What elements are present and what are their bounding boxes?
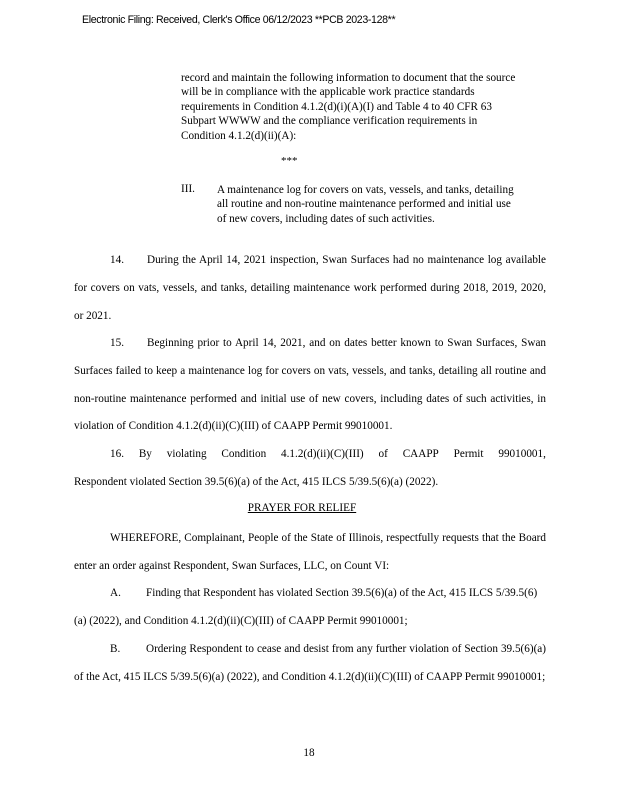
paragraph-16	[74, 441, 546, 497]
page-number: 18	[303, 747, 315, 759]
paragraph-16-word: By	[138, 448, 152, 460]
ellipsis-stars: ***	[281, 155, 298, 167]
paragraph-15	[74, 330, 546, 441]
relief-item-b	[74, 636, 546, 692]
relief-item-a-text: Finding that Respondent has violated Section 39.5(6)(a) of the Act, 415 ILCS 5/39.5(6)(a) (2022), and Condition 4.1.2(d)(ii)(C)(III) of CAAPP Permit 99010001;	[74, 587, 538, 627]
item-iii-text: A maintenance log for covers on vats, vessels, and tanks, detailing all routine and non-routine maintenance performed and initial use of new covers, including dates of such activities.	[217, 184, 514, 225]
wherefore-paragraph	[74, 525, 546, 581]
paragraph-14-number: 14.	[110, 254, 124, 266]
relief-item-a-letter: A.	[110, 587, 121, 599]
block-quote: record and maintain the following information to document that the source will be in compliance with the applicable work practice standards requirements in Condition 4.1.2(d)(i)(A)(I) and Table 4 to 40 CFR 63 Subpart WWWW and the compliance verification requirements in Condition 4.1.2(d)(ii)(A):	[181, 72, 516, 142]
prayer-for-relief-heading: PRAYER FOR RELIEF	[247, 502, 357, 514]
relief-item-b-text: Ordering Respondent to cease and desist from any further violation of Section 39.5(6)(a) of the Act, 415 ILCS 5/39.5(6)(a) (2022), and Condition 4.1.2(d)(ii)(C)(III) of CAAPP Permit 99010001;	[74, 643, 546, 683]
paragraph-16-word: Condition	[221, 448, 267, 460]
paragraph-16-word: 4.1.2(d)(ii)(C)(III)	[281, 448, 364, 460]
paragraph-14	[74, 247, 546, 330]
paragraph-16-first-line	[74, 441, 546, 469]
paragraph-15-text: Beginning prior to April 14, 2021, and on dates better known to Swan Surfaces, Swan Surfaces failed to keep a maintenance log for covers on vats, vessels, and tanks, detailing all routine and non-routine maintenance performed and initial use of new covers, including dates of such activities, in violation of Condition 4.1.2(d)(ii)(C)(III) of CAAPP Permit 99010001.	[74, 337, 546, 433]
relief-item-b-letter: B.	[110, 643, 121, 655]
relief-item-a	[74, 580, 546, 636]
wherefore-text: WHEREFORE, Complainant, People of the State of Illinois, respectfully requests that the Board enter an order against Respondent, Swan Surfaces, LLC, on Count VI:	[74, 532, 546, 572]
paragraph-16-word: violating	[166, 448, 207, 460]
paragraph-16-word: CAAPP	[402, 448, 439, 460]
paragraph-16-word: Permit	[453, 448, 484, 460]
paragraph-14-text: During the April 14, 2021 inspection, Swan Surfaces had no maintenance log available for covers on vats, vessels, and tanks, detailing maintenance work performed during 2018, 2019, 2020, or 2021.	[74, 254, 546, 322]
paragraph-16-rest: Respondent violated Section 39.5(6)(a) of the Act, 415 ILCS 5/39.5(6)(a) (2022).	[74, 475, 439, 488]
paragraph-16-word: 99010001,	[498, 448, 546, 460]
filing-header: Electronic Filing: Received, Clerk's Office 06/12/2023 **PCB 2023-128**	[82, 14, 396, 26]
item-iii-number: III.	[181, 183, 195, 195]
paragraph-15-number: 15.	[110, 337, 124, 349]
paragraph-16-word: of	[378, 448, 388, 460]
paragraph-16-number: 16.	[110, 448, 124, 460]
section-heading	[0, 502, 618, 514]
